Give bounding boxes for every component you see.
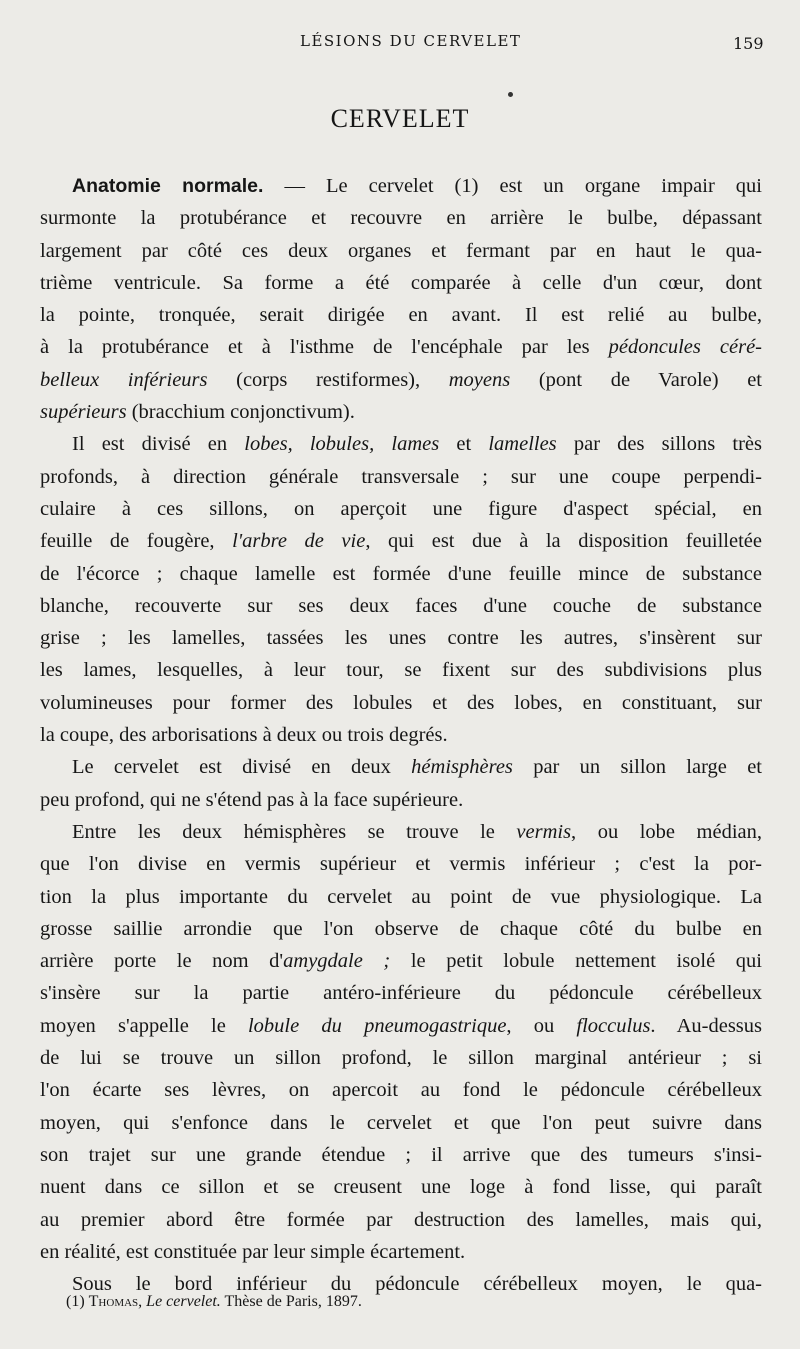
italic-term: belleux inférieurs [40, 368, 208, 391]
print-speck [508, 92, 513, 97]
text-run: la pointe, tronquée, serait dirigée en avant. Il est relié au bulbe, [40, 304, 762, 327]
text-run: trième ventricule. Sa forme a été comparée à celle d'un cœur, dont [40, 271, 762, 294]
paragraph [40, 428, 762, 751]
text-line [40, 622, 762, 654]
footnote-rest: Thèse de Paris, 1897. [224, 1293, 362, 1310]
text-run: blanche, recouverte sur ses deux faces d'une couche de substance [40, 594, 762, 617]
italic-term: pédoncules céré- [608, 336, 762, 359]
italic-term: l'arbre de vie [232, 530, 366, 553]
text-run: (corps restiformes), [207, 368, 449, 391]
footnote-marker: (1) [66, 1293, 85, 1310]
text-line [40, 299, 762, 331]
footnote: (1) Thomas, Le cervelet. Thèse de Paris, 1897. [66, 1293, 362, 1310]
text-line [40, 331, 762, 363]
text-line [40, 202, 762, 234]
running-head [0, 32, 800, 56]
italic-term: supérieurs [40, 401, 127, 424]
text-run: les lames, lesquelles, à leur tour, se fixent sur des subdivisions plus [40, 659, 762, 682]
text-run: le petit lobule nettement isolé qui [390, 950, 762, 973]
text-run: moyen, qui s'enfonce dans le cervelet et que l'on peut suivre dans [40, 1111, 762, 1134]
text-line [40, 558, 762, 590]
text-run: moyen s'appelle le [40, 1014, 248, 1037]
text-run: par un sillon large et [512, 756, 762, 779]
text-line [40, 1010, 762, 1042]
text-run: grosse saillie arrondie que l'on observe de chaque côté du bulbe en [40, 917, 762, 940]
text-run: Sous le bord inférieur du pédoncule cérébelleux moyen, le qua- [72, 1273, 762, 1296]
text-line [40, 816, 762, 848]
text-line [40, 881, 762, 913]
running-title: LÉSIONS DU CERVELET [300, 32, 522, 50]
text-run: nuent dans ce sillon et se creusent une loge à fond lisse, qui paraît [40, 1176, 762, 1199]
text-line [40, 525, 762, 557]
text-line [40, 590, 762, 622]
text-run: (bracchium conjonctivum). [126, 401, 355, 424]
text-run: au premier abord être formée par destruction des lamelles, mais qui, [40, 1208, 762, 1231]
text-run: largement par côté ces deux organes et fermant par en haut le qua- [40, 239, 762, 262]
text-line [40, 364, 762, 396]
italic-term: lobule du pneumogastrique [247, 1014, 507, 1037]
text-line [40, 751, 762, 783]
footnote-work: Le cervelet. [146, 1293, 221, 1310]
text-run: de lui se trouve un sillon profond, le sillon marginal antérieur ; si [40, 1047, 762, 1070]
page-number: 159 [733, 34, 764, 53]
text-line [40, 1139, 762, 1171]
text-run: feuille de fougère, [40, 530, 233, 553]
text-line [40, 396, 762, 428]
text-run: (pont de Varole) et [510, 368, 762, 391]
text-run: l'on écarte ses lèvres, on apercoit au fond le pédoncule cérébelleux [40, 1079, 762, 1102]
text-line [40, 848, 762, 880]
text-line [40, 461, 762, 493]
text-line [40, 1107, 762, 1139]
text-line [40, 235, 762, 267]
text-run: que l'on divise en vermis supérieur et vermis inférieur ; c'est la por- [40, 853, 762, 876]
italic-term: amygdale ; [283, 950, 391, 973]
text-run: , ou [506, 1014, 577, 1037]
paragraph [40, 751, 762, 816]
text-run: . Au-dessus [650, 1014, 762, 1037]
text-run: Le cervelet est divisé en deux [72, 756, 412, 779]
text-line [40, 1171, 762, 1203]
text-line [40, 1236, 762, 1268]
text-run: son trajet sur une grande étendue ; il arrive que des tumeurs s'insi- [40, 1143, 762, 1166]
text-line [40, 1204, 762, 1236]
text-line [40, 1074, 762, 1106]
text-run: , ou lobe médian, [571, 820, 762, 843]
paragraph [40, 170, 762, 428]
footnote-author: Thomas [88, 1293, 139, 1310]
text-line [40, 945, 762, 977]
paragraph [40, 816, 762, 1268]
italic-term: lamelles [488, 433, 557, 456]
body-text [40, 170, 762, 1300]
text-run: culaire à ces sillons, on aperçoit une figure d'aspect spécial, en [40, 497, 762, 520]
italic-term: hémisphères [411, 756, 513, 779]
italic-term: moyens [448, 368, 511, 391]
text-run: tion la plus importante du cervelet au point de vue physiologique. La [40, 885, 762, 908]
text-run: volumineuses pour former des lobules et des lobes, en constituant, sur [40, 691, 762, 714]
text-run: par des sillons très [556, 433, 762, 456]
text-run: Entre les deux hémisphères se trouve le [72, 820, 517, 843]
text-line [40, 170, 762, 202]
italic-term: flocculus [576, 1014, 651, 1037]
text-run: s'insère sur la partie antéro-inférieure du pédoncule cérébelleux [40, 982, 762, 1005]
text-line [40, 267, 762, 299]
text-run: et [439, 433, 489, 456]
text-line [40, 687, 762, 719]
text-line [40, 493, 762, 525]
text-run: grise ; les lamelles, tassées les unes contre les autres, s'insèrent sur [40, 627, 762, 650]
italic-term: lobes, lobules, lames [244, 433, 440, 456]
text-run: à la protubérance et à l'isthme de l'encéphale par les [40, 336, 609, 359]
text-run: surmonte la protubérance et recouvre en arrière le bulbe, dépassant [40, 207, 762, 230]
text-run: — Le cervelet (1) est un organe impair qui [263, 175, 762, 197]
text-line [40, 977, 762, 1009]
text-run: de l'écorce ; chaque lamelle est formée d'une feuille mince de substance [40, 562, 762, 585]
text-line [40, 913, 762, 945]
section-title: CERVELET [330, 104, 470, 133]
text-run: arrière porte le nom d' [40, 950, 284, 973]
text-line [40, 428, 762, 460]
text-run: en réalité, est constituée par leur simple écartement. [40, 1240, 466, 1263]
run-in-heading: Anatomie normale. [72, 175, 264, 197]
text-line [40, 784, 762, 816]
text-line [40, 719, 762, 751]
text-line [40, 654, 762, 686]
text-line [40, 1042, 762, 1074]
text-run: la coupe, des arborisations à deux ou trois degrés. [40, 724, 448, 747]
italic-term: vermis [516, 820, 572, 843]
text-run: , qui est due à la disposition feuilletée [365, 530, 762, 553]
text-run: Il est divisé en [72, 433, 245, 456]
text-run: profonds, à direction générale transversale ; sur une coupe perpendi- [40, 465, 762, 488]
text-run: peu profond, qui ne s'étend pas à la face supérieure. [40, 788, 464, 811]
